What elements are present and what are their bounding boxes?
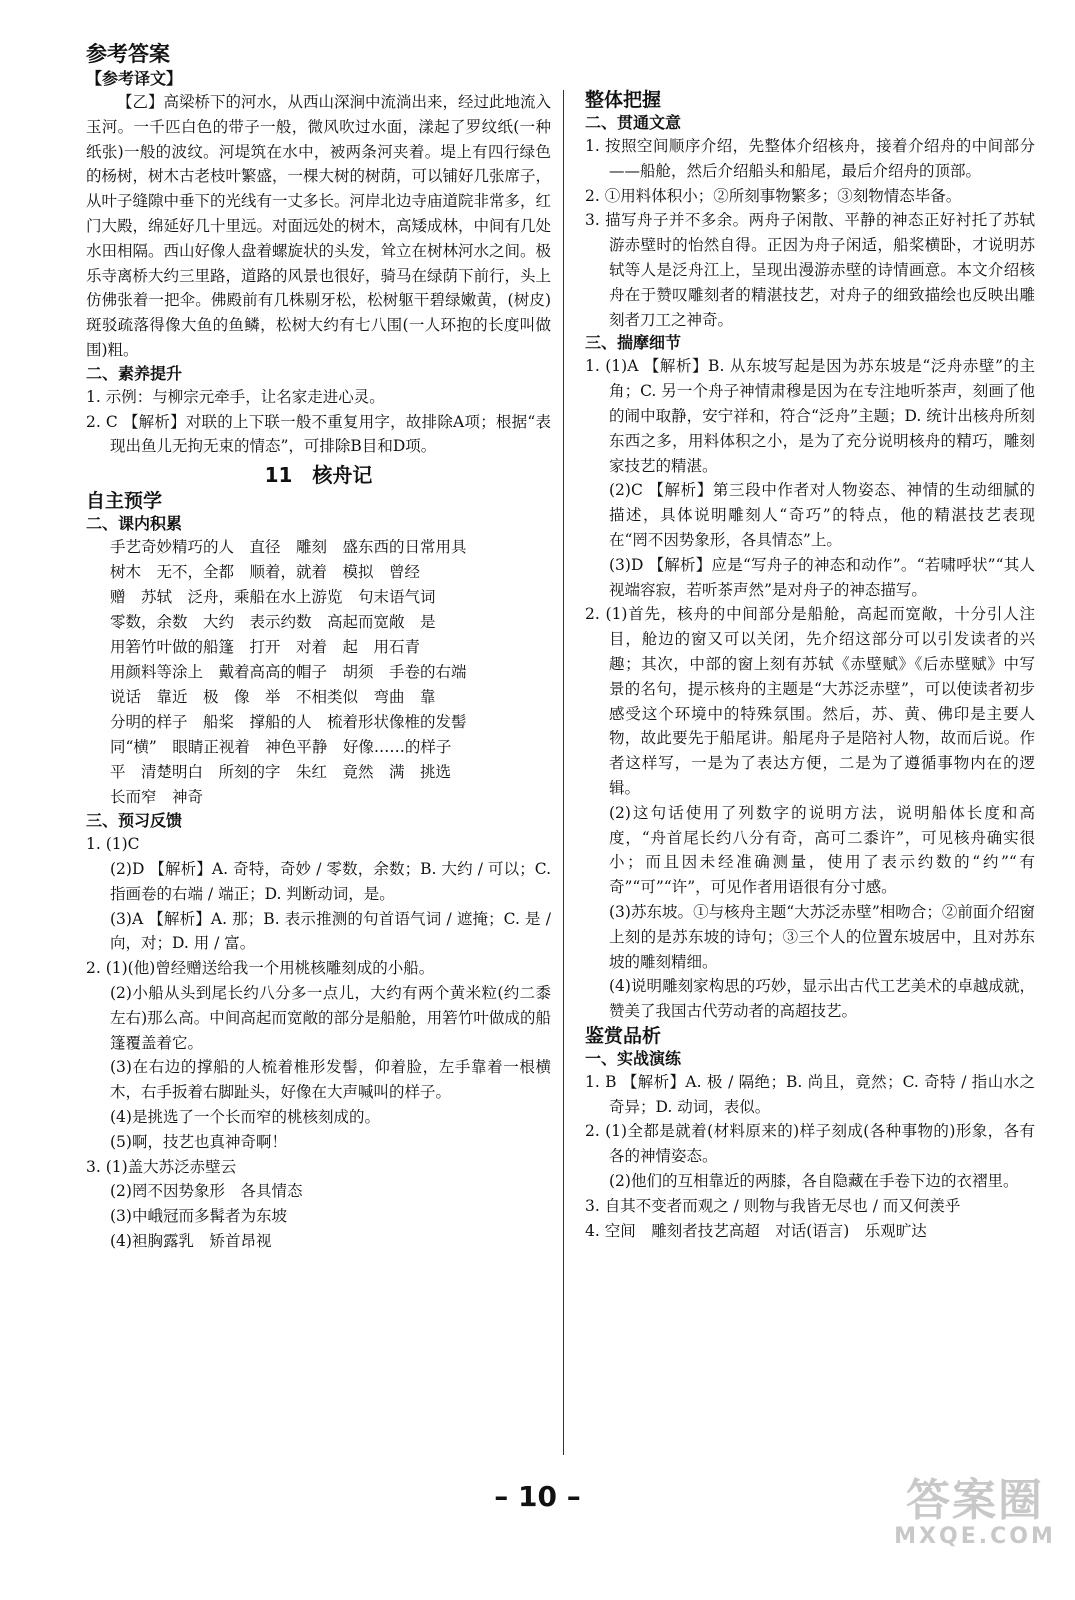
- section-title-shizhan: 一、实战演练: [585, 1048, 682, 1068]
- column-divider: [563, 90, 564, 1455]
- vocab-line: 说话 靠近 极 像 举 不相类似 弯曲 靠: [110, 688, 436, 707]
- vocab-line: 赠 苏轼 泛舟，乘船在水上游览 句末语气词: [110, 588, 436, 607]
- chuaimo-list: [585, 354, 1035, 1024]
- vocab-line: 用颜料等涂上 戴着高高的帽子 胡须 手卷的右端: [110, 663, 467, 682]
- list-item: (3)D 【解析】应是“写舟子的神态和动作”。“若啸呼状”“其人视端容寂，若听茶声然”是对舟子的神态描写。: [609, 555, 1035, 599]
- list-item: (5)啊，技艺也真神奇啊！: [110, 1132, 287, 1151]
- list-item: (2)他们的互相靠近的两膝，各自隐藏在手卷下边的衣褶里。: [609, 1172, 1019, 1191]
- list-item: 1. (1)C: [86, 835, 140, 854]
- right-column: [585, 40, 1035, 1243]
- lesson-title: 11 核舟记: [264, 463, 373, 488]
- list-item: 2. ①用料体积小；②所刻事物繁多；③刻物情态毕备。: [585, 186, 962, 205]
- list-item: 2. (1)(他)曾经赠送给我一个用桃核雕刻成的小船。: [86, 959, 435, 978]
- zizhu-heading: 自主预学: [86, 490, 163, 513]
- page-number: – 10 –: [494, 1480, 581, 1513]
- list-item: (2)小船从头到尾长约八分多一点儿，大约有两个黄米粒(约二黍左右)那么高。中间高起而宽敞的部分是船舱，用箬竹叶做成的船篷覆盖着它。: [110, 983, 551, 1052]
- list-item: (2)C 【解析】第三段中作者对人物姿态、神情的生动细腻的描述，具体说明雕刻人“奇巧”的特点，他的精湛技艺表现在“罔不因势象形，各具情态”上。: [609, 481, 1035, 549]
- list-item: 1. 按照空间顺序介绍，先整体介绍核舟，接着介绍舟的中间部分——船舱，然后介绍船头和船尾，最后介绍舟的顶部。: [585, 137, 1035, 180]
- section-title-kenei: 二、课内积累: [86, 514, 183, 534]
- list-item: (3)中峨冠而多髯者为东坡: [110, 1207, 287, 1226]
- vocab-line: 长而窄 神奇: [110, 788, 204, 807]
- vocab-line: 分明的样子 船桨 撑船的人 梳着形状像椎的发髻: [110, 713, 467, 732]
- section-title-suyang: 二、素养提升: [86, 363, 183, 383]
- vocab-list: [86, 535, 551, 810]
- vocab-line: 平 清楚明白 所刻的字 朱红 竟然 满 挑选: [110, 763, 452, 782]
- vocab-line: 用箬竹叶做的船篷 打开 对着 起 用石青: [110, 638, 421, 657]
- vocab-line: 手艺奇妙精巧的人 直径 雕刻 盛东西的日常用具: [110, 538, 467, 557]
- guantong-list: [585, 134, 1035, 332]
- list-item: (4)袒胸露乳 矫首昂视: [110, 1231, 272, 1250]
- list-item: (3)A 【解析】A. 那；B. 表示推测的句首语气词 / 遮掩；C. 是 / 向，对；D. 用 / 富。: [110, 909, 551, 953]
- fankui-list: [86, 832, 551, 1254]
- list-item: (2)这句话使用了列数字的说明方法，说明船体长度和高度，“舟首尾长约八分有奇，高可二黍许”，可见核舟确实很小；而且因未经准确测量，使用了表示约数的“约”“有奇”“可”“许”，可见作者用语很有分寸感。: [609, 803, 1035, 897]
- section-title-chuaimo: 三、揣摩细节: [585, 333, 682, 353]
- left-column: [86, 40, 551, 1254]
- answers-heading: 参考答案: [86, 42, 170, 66]
- list-item: 1. (1)A 【解析】B. 从东坡写起是因为苏东坡是“泛舟赤壁”的主角；C. 另一个舟子神情肃穆是因为在专注地听茶声，刻画了他的闹中取静，安宁祥和，符合“泛舟”主题；D. 统计出核舟所刻东西之多，用料体积之小，是为了充分说明核舟的精巧，雕刻家技艺的精湛。: [585, 357, 1035, 475]
- list-item: (2)D 【解析】A. 奇特，奇妙 / 零数，余数；B. 大约 / 可以；C. 指画卷的右端 / 端正；D. 判断动词，是。: [110, 859, 551, 903]
- list-item: (4)说明雕刻家构思的巧妙，显示出古代工艺美术的卓越成就，赞美了我国古代劳动者的高超技艺。: [609, 977, 1035, 1021]
- list-item: 2. (1)全都是就着(材料原来的)样子刻成(各种事物的)形象，各有各的神情姿态。: [585, 1122, 1035, 1166]
- jspx-heading: 鉴赏品析: [585, 1024, 662, 1047]
- section-title-fankui: 三、预习反馈: [86, 811, 183, 831]
- list-item: (4)是挑选了一个长而窄的桃核刻成的。: [110, 1107, 380, 1126]
- translation-text: 【乙】高梁桥下的河水，从西山深涧中流淌出来，经过此地流入玉河。一千匹白色的带子一般，微风吹过水面，漾起了罗纹纸(一种纸张)一般的波纹。河堤筑在水中，被两条河夹着。堤上有四行绿色的杨树，树木古老枝叶繁盛，一棵大树的树荫，可以铺好几张席子，从叶子缝隙中垂下的光线有一丈多长。河岸北边寺庙道院非常多，红门大殿，绵延好几十里远。对面远处的树木，高矮成林，中间有几处水田相隔。西山好像人盘着螺旋状的头发，耸立在树林河水之间。极乐寺离桥大约三里路，道路的风景也很好，骑马在绿荫下前行，头上仿佛张着一把伞。佛殿前有几株剔牙松，松树躯干碧绿嫩黄，(树皮)斑驳疏落得像大鱼的鱼鳞，松树大约有七八围(一人环抱的长度叫做围)粗。: [86, 93, 552, 359]
- list-item: 3. (1)盖大苏泛赤壁云: [86, 1157, 237, 1176]
- list-item: (2)罔不因势象形 各具情态: [110, 1182, 303, 1201]
- list-item: 3. 自其不变者而观之 / 则物与我皆无尽也 / 而又何羡乎: [585, 1196, 961, 1215]
- list-item: 1. 示例：与柳宗元牵手，让名家走进心灵。: [86, 387, 385, 406]
- section-title-guantong: 二、贯通文意: [585, 113, 682, 132]
- ztbw-heading: 整体把握: [585, 89, 662, 111]
- list-item: (3)苏东坡。①与核舟主题“大苏泛赤壁”相吻合；②前面介绍窗上刻的是苏东坡的诗句；③三个人的位置东坡居中，且对苏东坡的雕刻精细。: [609, 902, 1035, 971]
- list-item: 2. C 【解析】对联的上下联一般不重复用字，故排除A项；根据“表现出鱼儿无拘无束的情态”，可排除B目和D项。: [86, 412, 551, 456]
- list-item: (3)在右边的撑船的人梳着椎形发髻，仰着脸，左手靠着一根横木，右手扳着右脚趾头，好像在大声喊叫的样子。: [110, 1058, 551, 1102]
- vocab-line: 零数，余数 大约 表示约数 高起而宽敞 是: [110, 613, 436, 632]
- list-item: 4. 空间 雕刻者技艺高超 对话(语言) 乐观旷达: [585, 1221, 927, 1240]
- list-item: 3. 描写舟子并不多余。两舟子闲散、平静的神态正好衬托了苏轼游赤壁时的怡然自得。正因为舟子闲适，船桨横卧，才说明苏轼等人是泛舟江上，呈现出漫游赤壁的诗情画意。本文介绍核舟在于赞叹雕刻者的精湛技艺，对舟子的细致描绘也反映出雕刻者刀工之神奇。: [585, 211, 1035, 329]
- watermark-logo: 答案圈 MXQE.COM: [894, 1475, 1056, 1549]
- list-item: 1. B 【解析】A. 极 / 隔绝；B. 尚且，竟然；C. 奇特 / 指山水之奇异；D. 动词，表似。: [585, 1072, 1035, 1116]
- list-item: 2. (1)首先，核舟的中间部分是船舱，高起而宽敞，十分引人注目，舱边的窗又可以关闭，先介绍这部分可以引发读者的兴趣；其次，中部的窗上刻有苏轼《赤壁赋》《后赤壁赋》中写景的名句，提示核舟的主题是“大苏泛赤壁”，可以使读者初步感受这个环境中的特殊氛围。然后，苏、黄、佛印是主要人物，故此要先于船尾讲。船尾舟子是陪衬人物，故而后说。作者这样写，一是为了表达方便，二是为了遵循事物内在的逻辑。: [585, 605, 1035, 797]
- vocab-line: 同“横” 眼睛正视着 神色平静 好像……的样子: [110, 738, 452, 757]
- translation-label: 【参考译文】: [86, 69, 183, 88]
- vocab-line: 树木 无不，全都 顺着，就着 模拟 曾经: [110, 563, 421, 582]
- shizhan-list: [585, 1070, 1035, 1244]
